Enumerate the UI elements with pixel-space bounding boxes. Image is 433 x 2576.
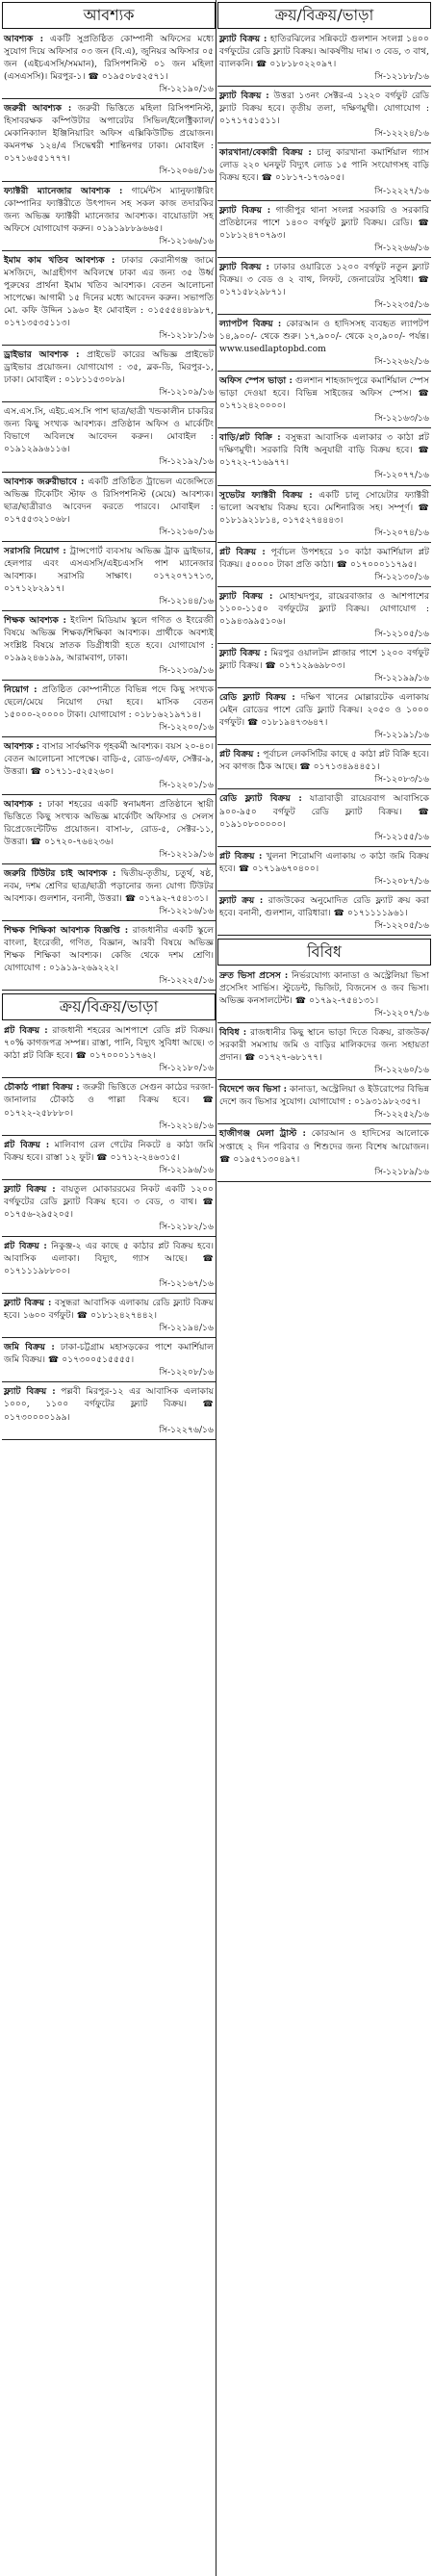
ad-body: মালিবাগ রেল গেটের নিকটে ৪ কাঠা জমি বিক্রয় হবে। রাস্তা ১২ ফুট। ☎ ০১৭১২-২৪৬৩১৫।: [4, 1139, 215, 1163]
ad-heading: ফ্ল্যাট বিক্রয় :: [4, 1386, 56, 1398]
classified-ad: [217, 691, 431, 745]
ad-code: সি-১২১৯৬/১৬: [159, 1164, 214, 1175]
ad-code: সি-১২২২৫/১৬: [159, 975, 214, 987]
ad-body: কোরআন ও হাদিসসহ ব্যবহৃত ল্যাপটপ ১৪,৯০০/- থেকে শুরু। ১৭,৯০০/- থেকে ২০,৯০০/- পর্যন্ত। www.usedlaptopbd.com: [219, 318, 429, 355]
section-header-buy-sell-left: ক্রয়/বিক্রয়/ভাড়া: [2, 993, 216, 1020]
ad-body: ঢাকা-চট্টগ্রাম মহাসড়কের পাশে কমার্শিয়াল জমি বিক্রয়। ☎ ০১৭৩০০৫১৫৫৫৫।: [4, 1342, 215, 1366]
classified-ad: [217, 969, 431, 1023]
classified-ad: [2, 545, 216, 611]
classified-ad: [2, 476, 216, 542]
ad-code: সি-১২২৭৬/১৬: [159, 1424, 214, 1435]
needed-ads-list: [2, 33, 216, 991]
section-header-needed: আবশ্যক: [2, 2, 216, 29]
classified-ad: [217, 1026, 431, 1080]
classified-ad: [217, 261, 431, 315]
ad-code: সি-১২২৬২/১৬: [374, 356, 429, 368]
classified-ad: [217, 431, 431, 485]
ad-code: সি-১২২৫২/১৬: [374, 1109, 429, 1121]
ad-code: সি-১২১৫৫/১৬: [374, 831, 429, 842]
ad-code: সি-১২১৮৯/১৬: [374, 1166, 429, 1177]
ad-code: সি-১২০৮৩/১৬: [374, 774, 429, 786]
ad-body: ঢাকার কেরানীগঞ্জ জামে মসজিদে, আগ্রহীগণ অবিলম্বে ঢাকা এর জন্য ৩৫ উর্ধ্ব পুরুষের প্রার্থনা ইমাম খতিব আবশ্যক। বেতন আলোচনা সাপেক্ষে। আগামী ১৫ দিনের মধ্যে আবেদন করুন। সভাপতি মো. কফি উদ্দিন ১৯৬০ ইং মোবাইল : ০১৫৫৫৪৪৮৯৮৭, ০১৭১৩৫৩৫১১৩।: [4, 254, 214, 328]
ad-body: বসুন্ধরা আবাসিক এলাকার ৩ কাঠা প্লট দক্ষিণমুখী। সরকারি বিধি অনুযায়ী বাড়ি বিক্রয় হবে। ☎ ০১৭২২-৭১৬৯৭৭।: [219, 432, 429, 469]
classified-ad: [217, 374, 431, 428]
ad-heading: ফ্ল্যাট বিক্রয় :: [219, 261, 269, 272]
ad-heading: আবশ্যক :: [4, 34, 44, 44]
classified-ad: [217, 90, 431, 143]
ad-body: হাতিরঝিলের সন্নিকটে গুলশান সংলগ্ন ১৪০০ বর্গফুটের রেডি ফ্ল্যাট বিক্রয়। আকর্ষণীয় দাম। ৩ বেড, ৩ বাথ, ব্যালকনি। ☎ ০১৮১৮০২২০৯৭।: [219, 34, 429, 70]
section-header-buy-sell-right: ক্রয়/বিক্রয়/ভাড়া: [217, 2, 431, 29]
ad-body: চালু কারখানা কমার্শিয়াল গ্যাস লোড ২২০ ঘনফুট বিদ্যুৎ লোড ১৫ পানি সংযোগসহ বাড়ি বিক্রয় হবে। ☎ ০১৮১৭-১৭৩৯০৫।: [219, 147, 429, 184]
classified-ad: [217, 894, 431, 936]
ad-heading: প্লট বিক্রয় :: [219, 850, 263, 862]
ad-heading: বাড়ি/প্লট বিক্রি :: [219, 432, 281, 444]
ad-heading: আবশ্যক :: [4, 798, 42, 810]
ad-heading: সুভেটর ফ্যাক্টরী বিক্রয় :: [219, 489, 313, 501]
ad-heading: ফ্ল্যাট বিক্রয় :: [4, 1183, 56, 1195]
ad-body: মোহাম্মদপুর, রায়েরবাজার ও আশপাশের ১১০০-১১৫০ বর্গফুটের ফ্ল্যাট বিক্রয়। যোগাযোগ : ০১৯৪৩৯৯৫১০৬।: [219, 590, 429, 627]
ad-code: সি-১২১৯২/১৬: [159, 456, 214, 468]
classified-ad: [2, 1341, 216, 1382]
classified-ad: [2, 740, 216, 794]
classified-ad: [217, 748, 431, 789]
ad-body: ঢাকার ওয়ারিতে ১২০০ বর্গফুট নতুন ফ্ল্যাট বিক্রয়। ৩ বেড ও ২ বাথ, লিফট, জেনারেটর সুবিধা। ☎ ০১৭১৫৮২৯৮৭১।: [219, 261, 429, 297]
ad-heading: ফ্ল্যাট বিক্রয় :: [219, 90, 269, 102]
ad-body: রাজধানীর কিছু স্থানে ভাড়া দিতে বিক্রয়, রাজউক/সরকারী সমস্যায় জমি ও বাড়ির মালিকদের জন্য সহায়তা প্রদান। ☎ ০১৭২৭-৬৮১৭৭।: [219, 1027, 429, 1064]
ad-heading: বিদেশে জব ভিসা :: [219, 1084, 287, 1095]
ad-code: সি-১২১৮০/১৬: [159, 1063, 214, 1074]
misc-ads-list: [217, 969, 431, 1182]
classified-ad: [2, 924, 216, 991]
classified-ad: [2, 1024, 216, 1078]
ad-body: একটি চালু সোয়েটার ফ্যাক্টরী ভালো অবস্থায় বিক্রয় হবে। মেশিনারিজ সহ। সম্পূর্ণ। ☎ ০১৮১৯২১৮১৪, ০১৭৫২৭৪৪৪৩।: [219, 489, 430, 526]
ad-body: ইংলিশ মিডিয়াম স্কুলে গণিত ও ইংরেজী বিষয়ে অভিজ্ঞ শিক্ষক/শিক্ষিকা আবশ্যক। প্রার্থীকে অবশ্যই সংশ্লিষ্ট বিষয়ে স্নাতক ডিগ্রীধারী হতে হবে। যোগাযোগ : ০১৯৯২৪৬১৯৯, আরামবাগ, ঢাকা।: [4, 614, 214, 664]
ad-heading: দ্রুত ভিসা প্রসেস :: [219, 969, 289, 981]
ad-heading: ফ্ল্যাট বিক্রয় :: [219, 590, 273, 602]
ad-code: সি-১২১৮২/১৬: [159, 1221, 214, 1232]
sale-ads-list-left: [2, 1024, 216, 1439]
ad-body: প্রাইভেট কারের অভিজ্ঞ প্রাইভেট ড্রাইভার প্রয়োজন। যোগাযোগ : ৩৫, ব্লক-ডি, মিরপুর-১, ঢাকা। মোবাইল : ০১৮১১৫৩০৮৯।: [4, 349, 214, 386]
classified-ad: [2, 1139, 216, 1180]
right-column: [217, 0, 431, 1185]
ad-body: রাজধানী শহরের আশপাশে রেডি প্লট বিক্রয়। ৭০% কাগজপত্র সম্পন্ন। রাস্তা, পানি, বিদ্যুৎ সুবিধা আছে। ৩ কাঠা প্লট বিক্রি হবে। ☎ ০১৭০০০১১৭৬২।: [4, 1025, 214, 1062]
ad-code: সি-১২১৯০/১৬: [159, 84, 214, 95]
classified-ad: [217, 590, 431, 644]
classified-ad: [2, 798, 216, 864]
classified-ad: [2, 867, 216, 921]
ad-heading: ল্যাপটপ বিক্রয় :: [219, 318, 282, 329]
classified-ad: [2, 1240, 216, 1294]
ad-body: রাজউকের অনুমোদিত রেডি ফ্ল্যাট ক্রয় করা হবে। বনানী, গুলশান, বারিধারা। ☎ ০১৭১১১১৯৬১।: [219, 894, 430, 918]
ad-body: উত্তরা ১৩নং সেক্টর-এ ১২২০ বর্গফুট রেডি ফ্ল্যাট বিক্রয় হবে। তৃতীয় তলা, দক্ষিণমুখী। যোগাযোগ : ০১৭১৭৫১৫১১।: [219, 90, 429, 127]
ad-heading: আবশ্যক জরুরীভাবে :: [4, 476, 85, 487]
classified-ad: [2, 614, 216, 681]
ad-heading: ফ্ল্যাট ক্রয় :: [219, 894, 264, 906]
ad-code: সি-১২১৯৯/১৬: [374, 673, 429, 684]
ad-heading: শিক্ষক আবশ্যক :: [4, 614, 66, 626]
ad-code: সি-১২২০০/১৬: [159, 722, 214, 734]
ad-body: গুলশান শাহজাদপুরে কমার্শিয়াল স্পেস ভাড়া দেওয়া হবে। বিভিন্ন সাইজের অফিস স্পেস। ☎ ০১৭১২৪২০০০০।: [219, 375, 429, 412]
ad-body: বায়তুল মোকাররমের নিকট একটি ১২০০ বর্গফুটের রেডি ফ্ল্যাট বিক্রয় হবে। ৩ বেড, ৩ বাথ। ☎ ০১৭৫৬-২৯৫২০৫।: [4, 1183, 214, 1220]
classified-ad: [2, 1385, 216, 1439]
ad-code: সি-১২২৬০/১৬: [374, 1065, 429, 1076]
ad-heading: চৌকাঠ পাল্লা বিক্রয় :: [4, 1082, 80, 1094]
ad-heading: ড্রাইভার আবশ্যক :: [4, 349, 80, 361]
ad-code: সি-১২১৬৬/১৬: [159, 235, 214, 246]
ad-heading: প্লট বিক্রয় :: [219, 546, 266, 557]
ad-heading: ইমাম কাম খতিব আবশ্যক :: [4, 254, 115, 266]
sale-ads-list-right: [217, 33, 431, 936]
classified-ad: [2, 348, 216, 402]
ad-heading: ফ্যাক্টরী ম্যানেজার আবশ্যক :: [4, 185, 123, 196]
ad-heading: প্লট বিক্রয় :: [4, 1139, 50, 1150]
ad-code: সি-১২১৩০/১৬: [374, 571, 429, 582]
classified-ad: [217, 792, 431, 846]
ad-code: সি-১২২০৫/১৬: [374, 919, 429, 931]
ad-code: সি-১২২৩৫/১৬: [374, 298, 429, 310]
ad-body: দক্ষিণ খানের মোল্লারটেক এলাকায় মেইন রোডের পাশে রেডি ফ্ল্যাট বিক্রয়। ২০৫০ ও ১০০০ বর্গফুট। ☎ ০১৮১৯৪৭৩৬৪৭।: [219, 692, 430, 729]
ad-body: পল্লবী মিরপুর-১২ এর আবাসিক এলাকায় ১০০০, ১১০০ বর্গফুটের ফ্ল্যাট বিক্রয়। ☎ ০১৭৩০০০০১৯৯।: [4, 1386, 214, 1423]
ad-heading: প্লট বিক্রয় :: [219, 749, 261, 760]
ad-heading: ফ্ল্যাট বিক্রয় :: [219, 648, 267, 659]
ad-body: জরুরী ভিত্তিতে মহিলা রিসিপশনিস্ট, হিসাবরক্ষক কম্পিউটার অপারেটর সিভিল/ইলেক্ট্রিক্যাল/মেকানিক্যাল ইঞ্জিনিয়ারিং অফিস এক্সিকিউটিভ প্রয়োজন। কমনপক্ষ ১২৪/এ সিদ্ধেশ্বরী শান্তিনগর ঢাকা। মোবাইল : ০১৭১৬৫৫১৭৭৭।: [4, 103, 214, 165]
ad-body: গার্মেন্টস ম্যানুফ্যাক্টরিং কোম্পানির ফ্যাক্টরীতে উৎপাদন সহ সকল কাজ তদারকির জন্য অভিজ্ঞ ফ্যাক্টরী ম্যানেজার আবশ্যক। বায়োডাটা সহ অফিসে যোগাযোগ করুন। ০১৯১৯৮৮৯৬৬৫।: [4, 185, 214, 234]
ad-heading: রেডি ফ্ল্যাট বিক্রয় :: [219, 692, 295, 704]
classified-ad: [2, 405, 216, 472]
ad-code: সি-১২০৬৪/১৬: [159, 166, 214, 177]
ad-code: সি-১২২০৮/১৬: [159, 1367, 214, 1378]
ad-body: গাজীপুর থানা সংলগ্ন সরকারি ও সরকারি প্রতিষ্ঠানের পাশে ১৪০০ বর্গফুট ফ্ল্যাট বিক্রয়। রেডি। ☎ ০১৮১২৪৭০৭৯৩।: [219, 204, 429, 241]
classified-ad: [2, 1297, 216, 1338]
classified-ad: [2, 254, 216, 346]
ad-heading: ফ্ল্যাট বিক্রয় :: [219, 34, 267, 44]
ad-heading: সরাসরি নিয়োগ :: [4, 545, 66, 556]
ad-body: জরুরী ভিত্তিতে সেগুন কাঠের দরজা-জানালার চৌকাঠ ও পাল্লা বিক্রয় হবে। ☎ ০১৭২২-২৫৮৮৮০।: [4, 1082, 215, 1119]
ad-heading: জরুরি টিউটর চাই আবশ্যক :: [4, 867, 116, 879]
ad-code: সি-১২২০৭/১৬: [374, 1008, 429, 1019]
ad-body: মিরপুর ওয়ালটন প্লাজার পাশে ১২০০ বর্গফুট ফ্ল্যাট বিক্রয়। ☎ ০১৭১২৯৬৯৮০৩।: [219, 648, 429, 672]
ad-body: খুলনা শিরোমণি এলাকায় ৩ কাঠা জমি বিক্রয় হবে। ☎ ০১৭১৯৬৭০৪০০।: [219, 850, 430, 874]
ad-code: সি-১২১০৫/১৬: [374, 628, 429, 639]
ad-body: এস.এস.সি, এইচ.এস.সি পাশ ছাত্র/ছাত্রী খন্ডকালীন চাকরির জন্য কিছু সংখ্যক আবশ্যক। প্রতিষ্ঠান অফিস ও মার্কেটিং বিভাগে অবিলম্বে আবেদন করুন। মোবাইল : ০১৯১২৯৯৬১১৬।: [4, 406, 214, 455]
ad-heading: কারখানা/বেকারী বিক্রয় :: [219, 147, 312, 159]
classified-ad: [2, 1183, 216, 1237]
classified-ad: [2, 33, 216, 99]
ad-heading: আবশ্যক :: [4, 741, 40, 753]
ad-code: সি-১২২৬৬/১৬: [374, 242, 429, 253]
ad-body: কোরআন ও হাদিসের আলোকে সপ্তাহে ২ দিন পরিবার ও শিশুদের জন্য বিশেষ আয়োজন। ☎ ০১৯৫৭১৩০৪৯৭।: [219, 1128, 429, 1165]
ad-body: দ্বিতীয়-তৃতীয়, চতুর্থ, ষষ্ঠ, নবম, দশম শ্রেণির ছাত্র/ছাত্রী পড়ানোর জন্য যোগ্য টিউটর আবশ্যক। গুলশান, বনানী, উত্তরা। ☎ ০১৭৯২-৭৫৪১৩১।: [4, 867, 215, 904]
section-header-misc: বিবিধ: [217, 939, 431, 966]
classified-ad: [217, 647, 431, 688]
classified-ad: [2, 185, 216, 251]
ad-code: সি-১২১৬৭/১৬: [159, 1278, 214, 1290]
ad-code: সি-১২১৩৯/১৬: [159, 665, 214, 677]
ad-code: সি-১২১৬৩/১৬: [374, 413, 429, 425]
ad-body: ট্রান্সপোর্ট ব্যবসায় অভিজ্ঞ ট্রাক ড্রাইভার, হেলপার এবং এসএসসি/এইচএসসি পাশ ম্যানেজার আবশ্যক। সরাসরি সাক্ষাৎ। ০১৭২০৭১৭১৩, ০১৭১২৮২৯১৭।: [4, 545, 214, 594]
left-column: [2, 0, 216, 1443]
ad-code: সি-১২১৯১/১৬: [374, 730, 429, 741]
ad-code: সি-১২২১৪/১৬: [159, 1120, 214, 1131]
classified-ad: [2, 1081, 216, 1135]
ad-body: একটি সুপ্রতিষ্ঠিত কোম্পানী অফিসের মধ্যে সুযোগ দিয়ে অফিসার ০৩ জন (বি.এ), জুনিয়র অফিসার ০৫ জন (এইচএসসি/সমমান), রিসিপশনিস্ট ০১ জন মহিলা (এসএসসি)। মিরপুর-১। ☎ ০১৯৫০৮৫২৫৭১।: [4, 34, 214, 83]
ad-body: বাসার সার্বক্ষণিক গৃহকর্মী আবশ্যক। বয়স ২০-৪০। বেতন আলোচনা সাপেক্ষে। বাড়ি-৫, রোড-৩/এফ, সেক্টর-৯, উত্তরা। ☎ ০১৭১১-৫২৫২৬০।: [4, 741, 214, 778]
ad-body: প্রতিষ্ঠিত কোম্পানীতে বিভিন্ন পদে কিছু সংখ্যক ছেলে/মেয়ে নিয়োগ দেয়া হবে। মাসিক বেতন ১৫০০০-২০০০০ টাকা। যোগাযোগ : ০১৮১৬২১৯৭১৪।: [4, 684, 214, 721]
ad-body: পূর্বাচল লেকসিটির কাছে ৫ কাঠা প্লট বিক্রি হবে। সব কাগজ ঠিক আছে। ☎ ০১৭১৩৪৯৪৪৫১।: [219, 749, 430, 773]
classified-ad: [217, 546, 431, 587]
ad-heading: প্লট বিক্রয় :: [4, 1240, 47, 1251]
ad-heading: বিবিধ :: [219, 1027, 247, 1039]
ad-code: সি-১২১৬০/১৬: [159, 526, 214, 537]
ad-body: পূর্বাচল উপশহরে ১০ কাঠা কমার্শিয়াল প্লট বিক্রয়। ৫০০০০ টাকা প্রতি কাঠা। ☎ ০১৭০০০১১৭৯৫।: [219, 546, 430, 570]
ad-body: বসুন্ধরা আবাসিক এলাকায় রেডি ফ্ল্যাট বিক্রয় হবে। ১৬০০ বর্গফুট। ☎ ০১৮১২৪২৭৪৪২।: [4, 1298, 214, 1322]
classified-ad: [217, 33, 431, 87]
ad-code: সি-১২০৮৭/১৬: [374, 875, 429, 887]
ad-code: সি-১২১৮১/১৬: [159, 330, 214, 342]
classified-ad: [217, 1127, 431, 1181]
ad-body: ঢাকা শহরের একটি স্বনামধন্য প্রতিষ্ঠানে স্থায়ী ভিত্তিতে কিছু সংখ্যক অভিজ্ঞ মার্কেটিং অফিসার ও সেলস রিপ্রেজেন্টেটিভ প্রয়োজন। বাসা-৮, রোড-৫, সেক্টর-১১, উত্তরা। ☎ ০১৭২০-৭৬৪২৩৬।: [4, 798, 215, 847]
ad-heading: শিক্ষক শিক্ষিকা আবশ্যক বিজ্ঞপ্তি :: [4, 925, 129, 936]
ad-heading: ফ্ল্যাট বিক্রয় :: [4, 1298, 52, 1309]
ad-heading: অফিস স্পেস ভাড়া :: [219, 375, 293, 387]
ad-heading: রেডি ফ্ল্যাট বিক্রয় :: [219, 793, 302, 805]
ad-body: যাত্রাবাড়ী রায়েরবাগ আবাসিকে ৯০০-৯৫০ বর্গফুট রেডি ফ্ল্যাট বিক্রয়। ☎ ০১৯১০৮০০০০০।: [219, 793, 429, 830]
classified-ad: [217, 489, 431, 543]
classified-ad: [2, 683, 216, 737]
ad-body: কানাডা, অস্ট্রেলিয়া ও ইউরোপের বিভিন্ন দেশে জব ভিসার সুযোগ। যোগাযোগ : ০১৯৩১৯৮২৩৫৭।: [219, 1084, 430, 1108]
classified-ad: [217, 204, 431, 258]
ad-code: সি-১২১৮৮/১৬: [374, 71, 429, 83]
classified-ad: [217, 850, 431, 891]
ad-body: নির্ভরযোগ্য কানাডা ও অস্ট্রেলিয়া ভিসা প্রসেসিং সার্ভিস। স্টুডেন্ট, ভিজিট, বিজনেস ও জব ভিসা। অভিজ্ঞ কনসালটেন্ট। ☎ ০১৭৯২-৭৫৪১৩১।: [219, 969, 429, 1007]
classified-ad: [217, 146, 431, 200]
ad-code: সি-১২২০১/১৬: [159, 779, 214, 790]
ad-code: সি-১২১৯৪/১৬: [159, 1323, 214, 1334]
ad-body: রাজধানীর একটি স্কুলে বাংলা, ইংরেজী, গণিত, বিজ্ঞান, আরবী বিষয়ে অভিজ্ঞ শিক্ষক শিক্ষিকা আবশ্যক। কেজি থেকে দশম শ্রেণি। যোগাযোগ : ০১৯১৯-২৬৯২২২।: [4, 925, 214, 974]
ad-code: সি-১২০৭৭/১৬: [374, 470, 429, 481]
ad-code: সি-১২২১৬/১৬: [159, 905, 214, 916]
ad-code: সি-১২২১৯/১৬: [159, 848, 214, 860]
ad-heading: হাজীগঞ্জ মেলা ট্রাস্ট :: [219, 1128, 306, 1140]
ad-code: সি-১২০৭৪/১৬: [374, 527, 429, 538]
ad-body: একটি প্রতিষ্ঠিত ট্রাভেল এজেন্সিতে অভিজ্ঞ টিকেটিং স্টাফ ও রিসিপশনিস্ট (মেয়ে) আবশ্যক। ছাত্র/ছাত্রীরাও আবেদন করতে পারবে। মোবাইল : ০১৭৫৫৩২১০৬৮।: [4, 476, 215, 525]
ad-code: সি-১২২২৭/১৬: [374, 185, 429, 196]
ad-heading: জরুরী আবশ্যক :: [4, 103, 72, 115]
ad-body: নিকুঞ্জ-২ এর কাছে ৫ কাঠার প্লট বিক্রয় হবে। আবাসিক এলাকা। বিদ্যুৎ, গ্যাস আছে। ☎ ০১৭১১১৯৮৮০০।: [4, 1240, 214, 1277]
ad-heading: প্লট বিক্রয় :: [4, 1025, 48, 1037]
classified-ad: [2, 102, 216, 181]
classified-ad: [217, 318, 431, 372]
ad-heading: ফ্ল্যাট বিক্রয় :: [219, 204, 271, 216]
ad-code: সি-১২১৪৪/১৬: [159, 595, 214, 606]
ad-heading: নিয়োগ :: [4, 684, 38, 696]
ad-code: সি-১২১০৯/১৬: [159, 387, 214, 399]
ad-code: সি-১২২২৪/১৬: [374, 128, 429, 140]
ad-heading: জমি বিক্রয় :: [4, 1342, 55, 1353]
classified-ad: [217, 1083, 431, 1124]
